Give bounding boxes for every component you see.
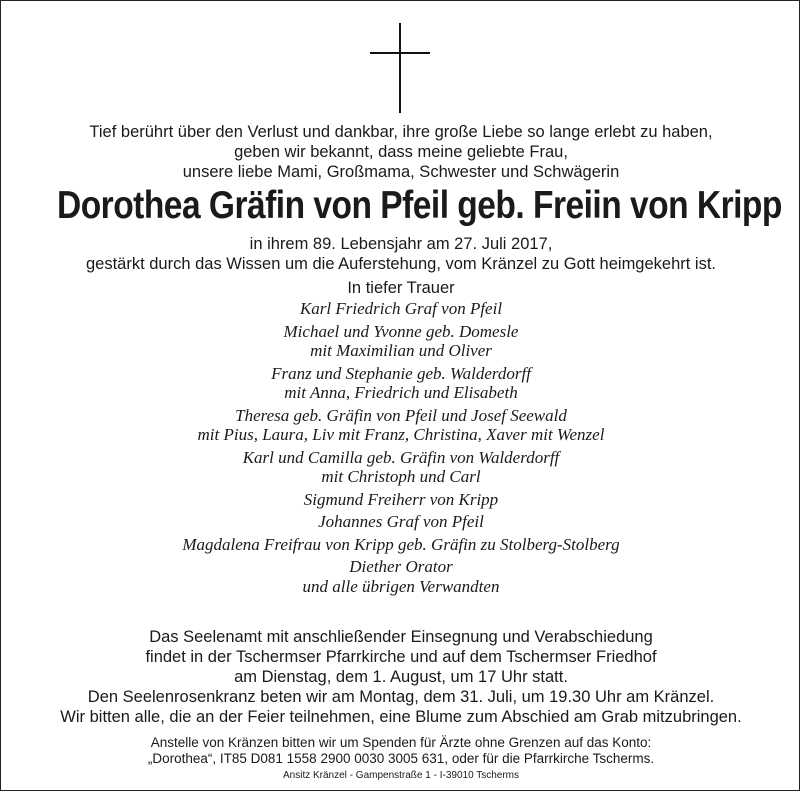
mourner-line: Michael und Yvonne geb. Domesle xyxy=(283,321,519,341)
donation-line: Anstelle von Kränzen bitten wir um Spenden für Ärzte ohne Grenzen auf das Konto: xyxy=(150,735,652,750)
mourning-intro: In tiefer Trauer xyxy=(347,279,455,297)
info-line: in ihrem 89. Lebensjahr am 27. Juli 2017, xyxy=(249,235,553,253)
closing-line: findet in der Tschermser Pfarrkirche und auf dem Tschermser Friedhof xyxy=(145,648,657,666)
mourner-line: mit Maximilian und Oliver xyxy=(310,341,492,360)
mourner-group xyxy=(1,535,800,555)
mourner-line: und alle übrigen Verwandten xyxy=(302,576,500,596)
intro-line: geben wir bekannt, dass meine geliebte Frau, xyxy=(234,143,568,161)
donation-note xyxy=(1,735,800,767)
mourner-line: Diether Orator xyxy=(349,557,453,576)
mourner-group xyxy=(1,322,800,361)
mourner-line: mit Anna, Friedrich und Elisabeth xyxy=(284,383,518,402)
mourner-group xyxy=(1,364,800,403)
mourner-line: mit Pius, Laura, Liv mit Franz, Christina, Xaver mit Wenzel xyxy=(197,425,605,444)
mourner-group xyxy=(1,448,800,487)
mourners-list xyxy=(1,299,800,599)
mourner-group xyxy=(1,557,800,596)
deceased-name: Dorothea Gräfin von Pfeil geb. Freiin von Kripp xyxy=(57,184,782,227)
mourner-group xyxy=(1,406,800,445)
mourner-group xyxy=(1,490,800,510)
death-info xyxy=(1,234,800,274)
intro-text xyxy=(1,122,800,182)
donation-line: „Dorothea“, IT85 D081 1558 2900 0030 3005 631, oder für die Pfarrkirche Tscherms. xyxy=(147,751,655,766)
family-address: Ansitz Kränzel - Gampenstraße 1 - I-39010 Tscherms xyxy=(282,770,520,781)
mourner-line: Franz und Stephanie geb. Walderdorff xyxy=(271,363,531,383)
mourner-line: Johannes Graf von Pfeil xyxy=(318,512,484,531)
funeral-details xyxy=(1,627,800,727)
mourner-group xyxy=(1,299,800,319)
intro-line: unsere liebe Mami, Großmama, Schwester und Schwägerin xyxy=(182,163,620,181)
latin-cross-icon xyxy=(370,23,430,113)
closing-line: am Dienstag, dem 1. August, um 17 Uhr statt. xyxy=(234,668,568,686)
mourner-line: Karl Friedrich Graf von Pfeil xyxy=(299,299,503,318)
closing-line: Den Seelenrosenkranz beten wir am Montag, dem 31. Juli, um 19.30 Uhr am Kränzel. xyxy=(87,688,715,706)
mourner-line: Theresa geb. Gräfin von Pfeil und Josef Seewald xyxy=(235,405,567,425)
mourner-line: Sigmund Freiherr von Kripp xyxy=(303,489,499,509)
mourner-line: Karl und Camilla geb. Gräfin von Walderdorff xyxy=(242,447,560,467)
closing-line: Das Seelenamt mit anschließender Einsegnung und Verabschiedung xyxy=(149,628,653,646)
mourner-line: mit Christoph und Carl xyxy=(321,467,481,486)
info-line: gestärkt durch das Wissen um die Auferstehung, vom Kränzel zu Gott heimgekehrt ist. xyxy=(85,255,717,273)
intro-line: Tief berührt über den Verlust und dankbar, ihre große Liebe so lange erlebt zu haben, xyxy=(89,123,713,141)
mourner-group xyxy=(1,512,800,532)
mourner-line: Magdalena Freifrau von Kripp geb. Gräfin zu Stolberg-Stolberg xyxy=(182,534,620,554)
closing-line: Wir bitten alle, die an der Feier teilnehmen, eine Blume zum Abschied am Grab mitzubringen. xyxy=(60,708,742,726)
